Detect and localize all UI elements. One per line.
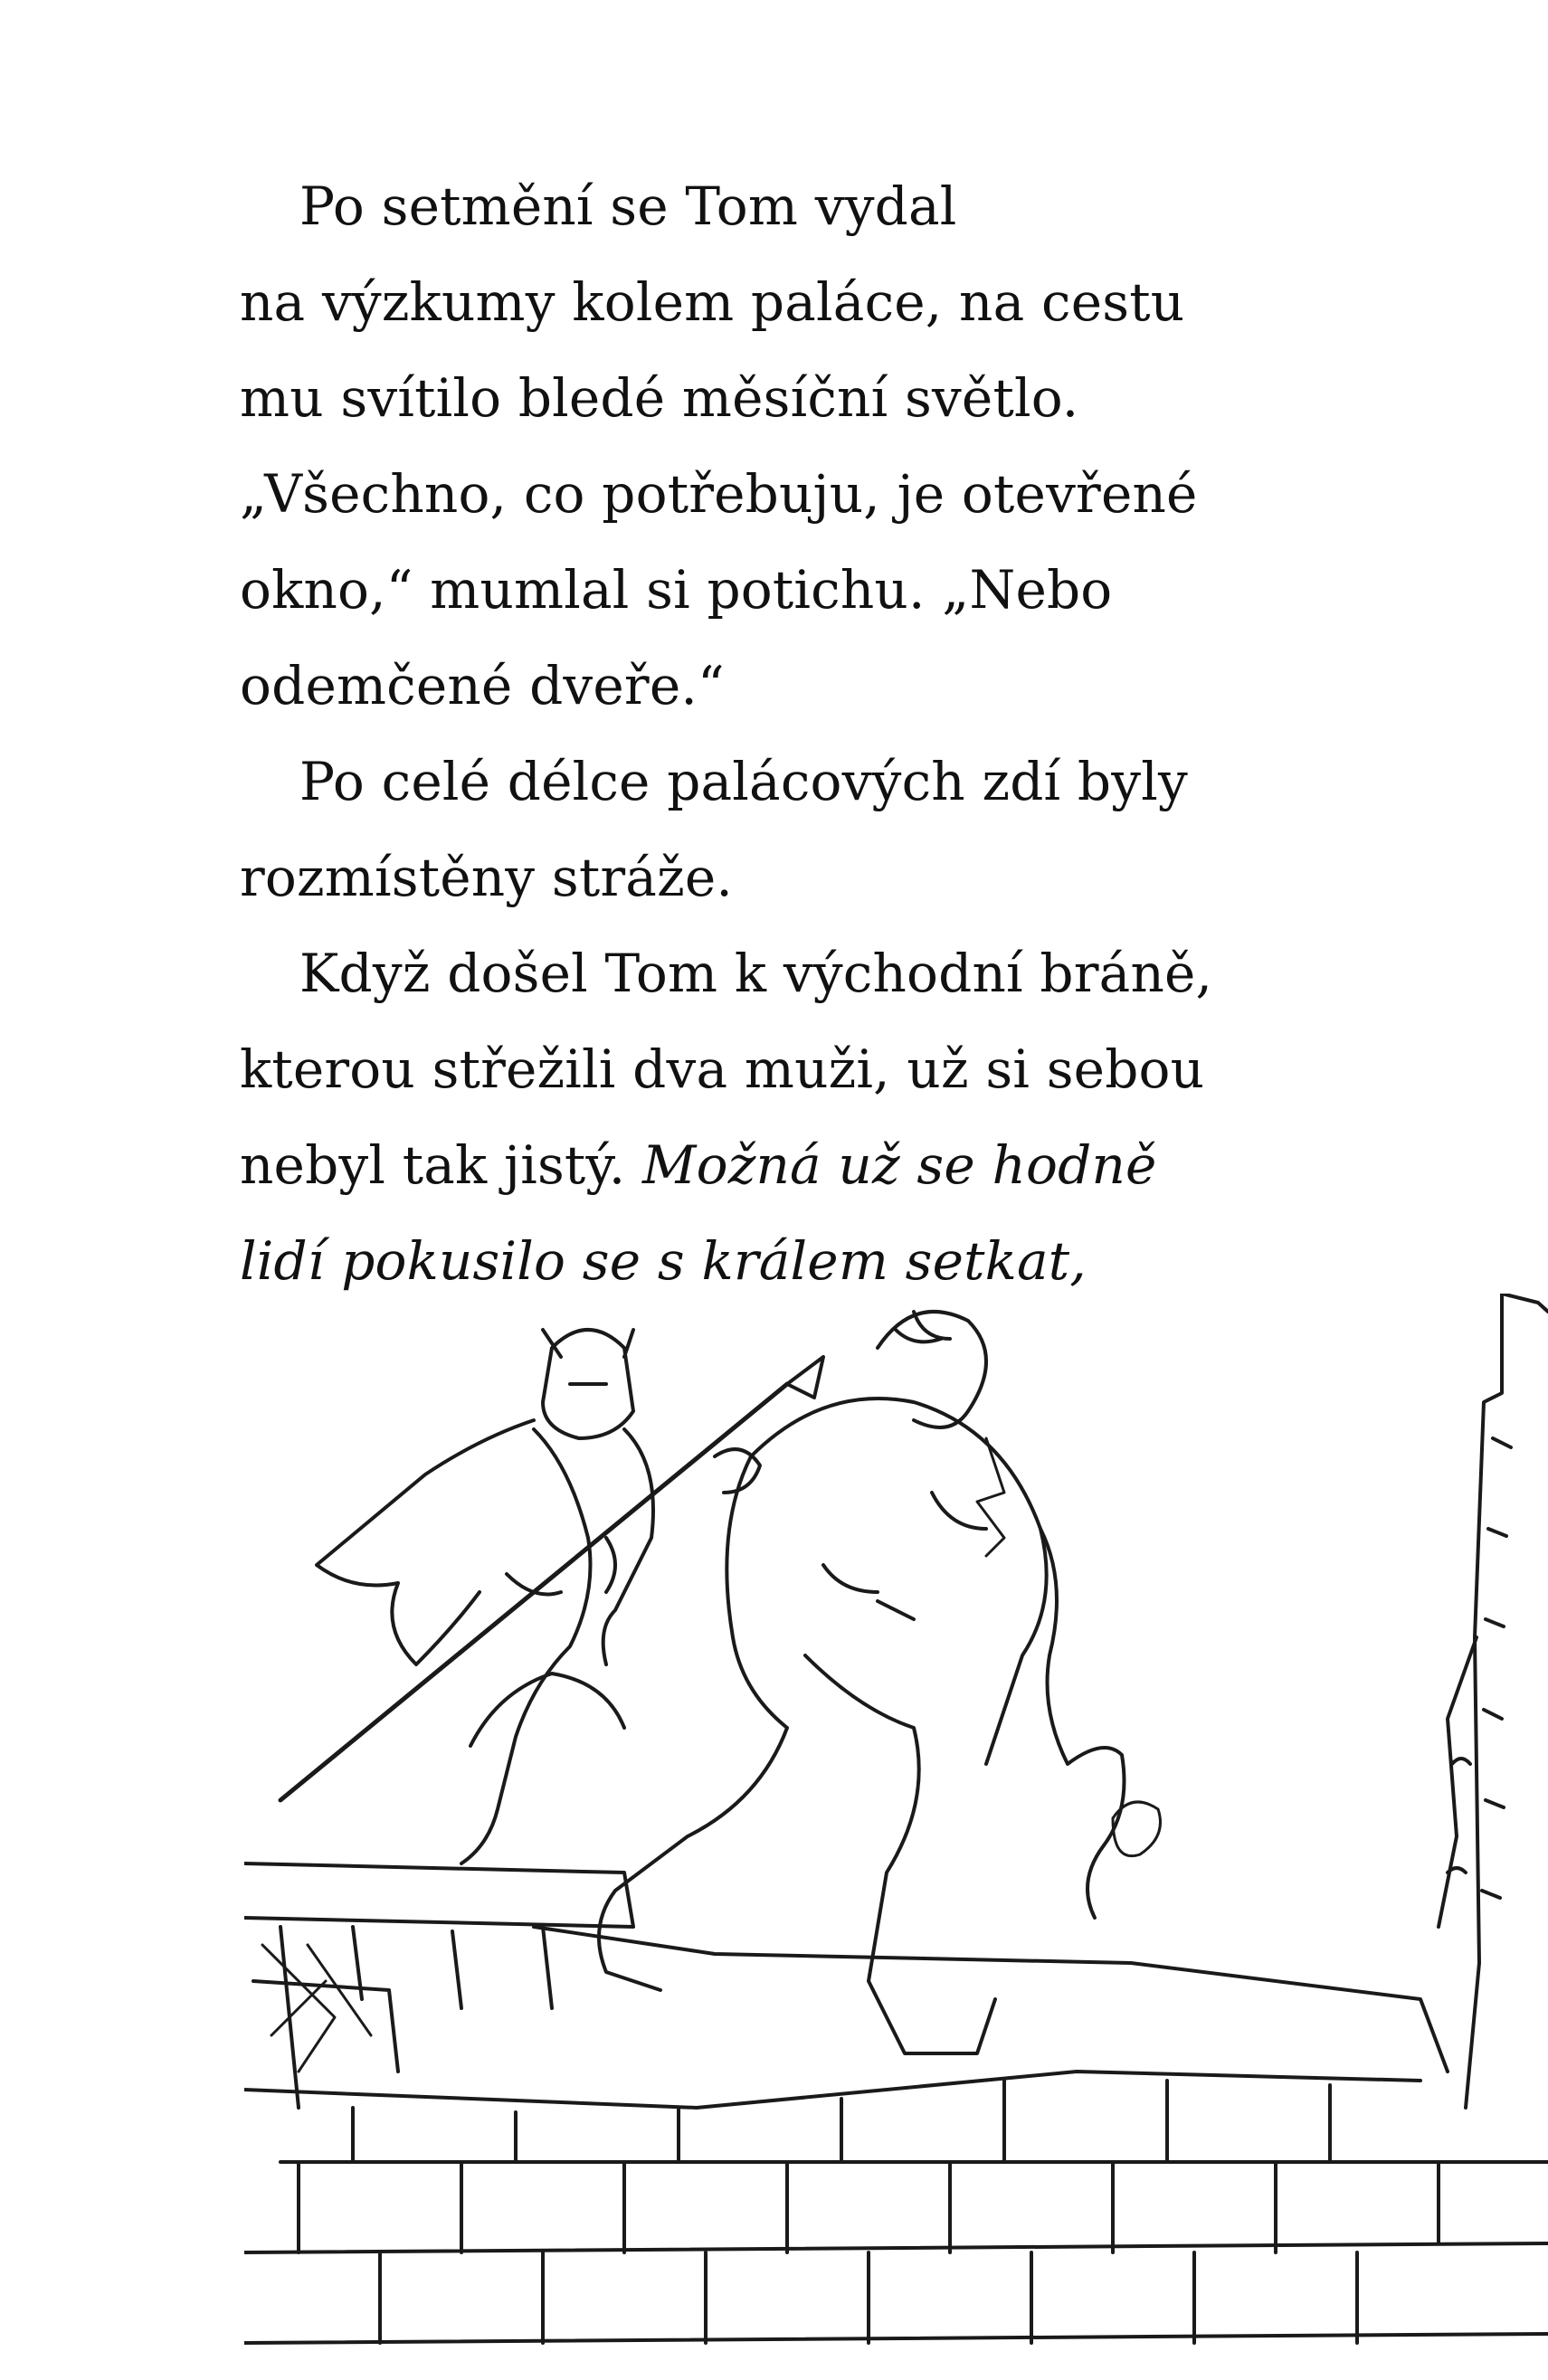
battlement-wall xyxy=(244,1863,1548,2343)
text-line-11 xyxy=(240,1117,1371,1213)
text-line-6: odemčené dveře.“ xyxy=(240,655,725,716)
tower-wall xyxy=(1439,1294,1548,2108)
text-line-3: mu svítilo bledé měsíční světlo. xyxy=(240,367,1079,429)
text-line-1: Po setmění se Tom vydal xyxy=(299,175,957,237)
text-line-10: kterou střežili dva muži, už si sebou xyxy=(240,1038,1205,1100)
text-line-11-italic: Možná už se hodně xyxy=(641,1134,1157,1196)
text-line-8: rozmístěny stráže. xyxy=(240,847,733,908)
text-line-12: lidí pokusilo se s králem setkat, xyxy=(240,1230,1087,1292)
story-text xyxy=(240,158,1371,1309)
text-line-9: Když došel Tom k východní bráně, xyxy=(299,943,1213,1004)
text-line-7: Po celé délce palácových zdí byly xyxy=(299,751,1188,812)
illustration xyxy=(244,1294,1548,2370)
illustration-drawing xyxy=(244,1294,1548,2370)
text-line-11-normal: nebyl tak jistý. xyxy=(240,1134,642,1196)
text-line-4: „Všechno, co potřebuju, je otevřené xyxy=(240,463,1198,525)
ragged-man-figure xyxy=(599,1312,1161,2053)
guard-figure xyxy=(280,1330,823,1863)
text-line-2: na výzkumy kolem paláce, na cestu xyxy=(240,271,1185,333)
text-line-5: okno,“ mumlal si potichu. „Nebo xyxy=(240,559,1113,621)
